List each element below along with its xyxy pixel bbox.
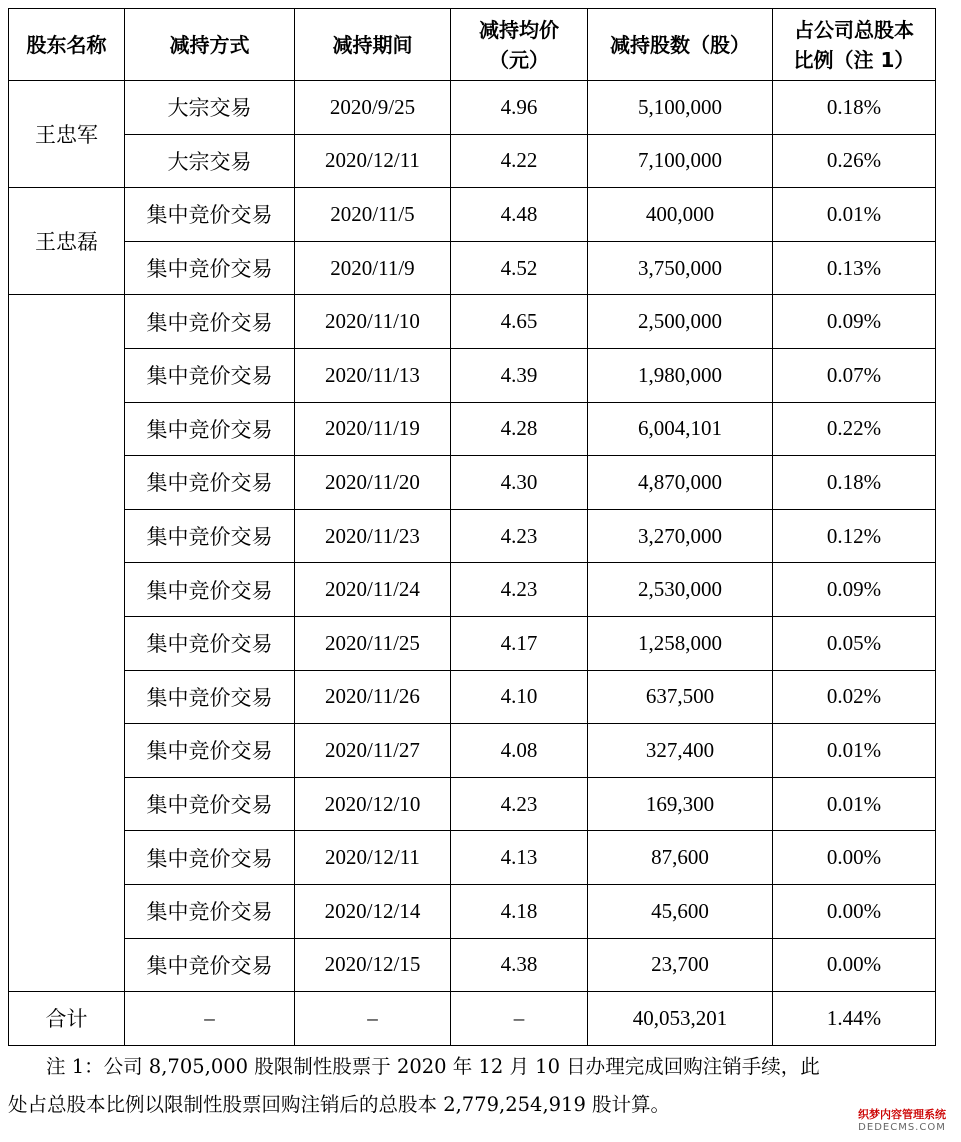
shares-cell: 400,000: [588, 188, 773, 242]
method-cell: 集中竞价交易: [125, 295, 295, 349]
ratio-cell: 0.18%: [773, 81, 936, 135]
total-ratio: 1.44%: [773, 992, 936, 1046]
price-cell: 4.13: [451, 831, 588, 885]
price-cell: 4.39: [451, 348, 588, 402]
total-label: 合计: [9, 992, 125, 1046]
shares-cell: 169,300: [588, 777, 773, 831]
period-cell: 2020/12/15: [295, 938, 451, 992]
table-row: [9, 831, 936, 885]
ratio-cell: 0.09%: [773, 295, 936, 349]
table-row: [9, 456, 936, 510]
method-cell: 集中竞价交易: [125, 938, 295, 992]
header-holder: 股东名称: [9, 9, 125, 81]
shares-cell: 637,500: [588, 670, 773, 724]
watermark-line-2: DEDECMS.COM: [858, 1122, 946, 1133]
period-cell: 2020/11/19: [295, 402, 451, 456]
price-cell: 4.30: [451, 456, 588, 510]
period-cell: 2020/11/23: [295, 509, 451, 563]
table-row: [9, 563, 936, 617]
ratio-cell: 0.01%: [773, 188, 936, 242]
table-body: [9, 81, 936, 1046]
ratio-cell: 0.07%: [773, 348, 936, 402]
shares-cell: 3,270,000: [588, 509, 773, 563]
shares-cell: 5,100,000: [588, 81, 773, 135]
price-cell: 4.18: [451, 884, 588, 938]
period-cell: 2020/11/9: [295, 241, 451, 295]
shares-cell: 87,600: [588, 831, 773, 885]
total-price: –: [451, 992, 588, 1046]
shares-cell: 6,004,101: [588, 402, 773, 456]
ratio-cell: 0.13%: [773, 241, 936, 295]
price-cell: 4.48: [451, 188, 588, 242]
table-row: [9, 295, 936, 349]
method-cell: 集中竞价交易: [125, 241, 295, 295]
method-cell: 集中竞价交易: [125, 724, 295, 778]
table-row: [9, 509, 936, 563]
holder-name-cell: [9, 295, 125, 992]
footnote: [8, 1048, 935, 1124]
period-cell: 2020/12/11: [295, 134, 451, 188]
method-cell: 集中竞价交易: [125, 670, 295, 724]
period-cell: 2020/11/27: [295, 724, 451, 778]
watermark-logo: [847, 1108, 957, 1138]
table-header-row: [9, 9, 936, 81]
shares-cell: 4,870,000: [588, 456, 773, 510]
price-cell: 4.52: [451, 241, 588, 295]
price-cell: 4.17: [451, 616, 588, 670]
price-cell: 4.38: [451, 938, 588, 992]
header-ratio-line2: 比例（注 1）: [793, 47, 915, 72]
shares-cell: 327,400: [588, 724, 773, 778]
ratio-cell: 0.12%: [773, 509, 936, 563]
price-cell: 4.22: [451, 134, 588, 188]
price-cell: 4.96: [451, 81, 588, 135]
header-ratio-line1: 占公司总股本: [794, 17, 914, 42]
period-cell: 2020/11/10: [295, 295, 451, 349]
method-cell: 大宗交易: [125, 81, 295, 135]
method-cell: 集中竞价交易: [125, 563, 295, 617]
price-cell: 4.08: [451, 724, 588, 778]
total-shares: 40,053,201: [588, 992, 773, 1046]
method-cell: 集中竞价交易: [125, 509, 295, 563]
table-row: [9, 724, 936, 778]
shares-cell: 3,750,000: [588, 241, 773, 295]
header-price-line2: （元）: [489, 47, 549, 72]
period-cell: 2020/11/13: [295, 348, 451, 402]
header-period: 减持期间: [295, 9, 451, 81]
price-cell: 4.10: [451, 670, 588, 724]
header-price: [451, 9, 588, 81]
method-cell: 集中竞价交易: [125, 188, 295, 242]
table-row: [9, 938, 936, 992]
ratio-cell: 0.01%: [773, 777, 936, 831]
table-row: [9, 402, 936, 456]
method-cell: 集中竞价交易: [125, 348, 295, 402]
ratio-cell: 0.18%: [773, 456, 936, 510]
shares-cell: 1,980,000: [588, 348, 773, 402]
table-row: [9, 81, 936, 135]
method-cell: 集中竞价交易: [125, 777, 295, 831]
table-row: [9, 188, 936, 242]
period-cell: 2020/11/26: [295, 670, 451, 724]
header-shares: 减持股数（股）: [588, 9, 773, 81]
method-cell: 集中竞价交易: [125, 456, 295, 510]
period-cell: 2020/11/25: [295, 616, 451, 670]
ratio-cell: 0.01%: [773, 724, 936, 778]
ratio-cell: 0.26%: [773, 134, 936, 188]
period-cell: 2020/12/14: [295, 884, 451, 938]
footnote-line-1: 注 1：公司 8,705,000 股限制性股票于 2020 年 12 月 10 日办理完成回购注销手续，此: [46, 1055, 820, 1078]
ratio-cell: 0.09%: [773, 563, 936, 617]
ratio-cell: 0.05%: [773, 616, 936, 670]
total-period: –: [295, 992, 451, 1046]
table-row: [9, 134, 936, 188]
period-cell: 2020/9/25: [295, 81, 451, 135]
share-reduction-table: [8, 8, 936, 1046]
price-cell: 4.23: [451, 563, 588, 617]
header-method: 减持方式: [125, 9, 295, 81]
holder-name-cell: 王忠磊: [9, 188, 125, 295]
table-row: [9, 348, 936, 402]
shares-cell: 2,530,000: [588, 563, 773, 617]
ratio-cell: 0.00%: [773, 938, 936, 992]
shares-cell: 1,258,000: [588, 616, 773, 670]
ratio-cell: 0.00%: [773, 831, 936, 885]
table-row: [9, 777, 936, 831]
price-cell: 4.65: [451, 295, 588, 349]
price-cell: 4.23: [451, 777, 588, 831]
method-cell: 集中竞价交易: [125, 616, 295, 670]
method-cell: 集中竞价交易: [125, 402, 295, 456]
shares-cell: 7,100,000: [588, 134, 773, 188]
total-row: [9, 992, 936, 1046]
table-row: [9, 616, 936, 670]
period-cell: 2020/11/20: [295, 456, 451, 510]
method-cell: 集中竞价交易: [125, 884, 295, 938]
shares-cell: 23,700: [588, 938, 773, 992]
period-cell: 2020/12/11: [295, 831, 451, 885]
footnote-line-2: 处占总股本比例以限制性股票回购注销后的总股本 2,779,254,919 股计算。: [8, 1093, 671, 1116]
ratio-cell: 0.22%: [773, 402, 936, 456]
ratio-cell: 0.02%: [773, 670, 936, 724]
period-cell: 2020/12/10: [295, 777, 451, 831]
header-price-line1: 减持均价: [479, 17, 559, 42]
period-cell: 2020/11/24: [295, 563, 451, 617]
method-cell: 大宗交易: [125, 134, 295, 188]
price-cell: 4.23: [451, 509, 588, 563]
shares-cell: 45,600: [588, 884, 773, 938]
table-row: [9, 670, 936, 724]
header-ratio: [773, 9, 936, 81]
period-cell: 2020/11/5: [295, 188, 451, 242]
watermark-line-1: 织梦内容管理系统: [858, 1108, 946, 1121]
total-method: –: [125, 992, 295, 1046]
shares-cell: 2,500,000: [588, 295, 773, 349]
table-row: [9, 241, 936, 295]
method-cell: 集中竞价交易: [125, 831, 295, 885]
ratio-cell: 0.00%: [773, 884, 936, 938]
holder-name-cell: 王忠军: [9, 81, 125, 188]
table-row: [9, 884, 936, 938]
price-cell: 4.28: [451, 402, 588, 456]
